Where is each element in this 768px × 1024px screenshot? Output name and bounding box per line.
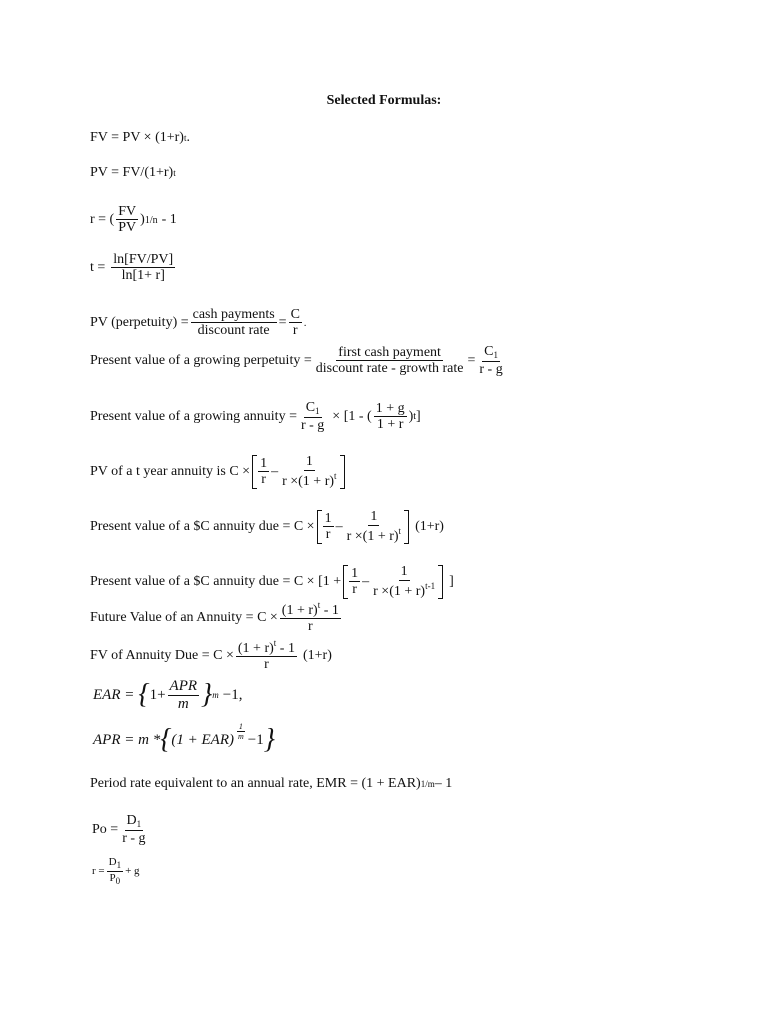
equals: =	[278, 315, 287, 331]
formula-fv-annuity-due	[90, 639, 332, 673]
formula-text: Po =	[92, 821, 119, 837]
exponent: t	[413, 411, 417, 423]
formula-rate	[90, 204, 177, 236]
fraction: first cash payment discount rate - growth rate	[315, 344, 464, 377]
formula-required-return	[92, 856, 140, 886]
brace-open: {	[160, 724, 172, 755]
fraction: 1 + g 1 + r	[375, 400, 405, 433]
formula-text: APR = m *	[93, 731, 161, 748]
formula-text: r = (	[90, 212, 115, 228]
formula-text: PV = FV/(1+r)	[90, 165, 174, 180]
formula-t-year-annuity	[90, 455, 347, 489]
formula-end: + g	[125, 865, 140, 878]
brace-open: {	[138, 679, 150, 711]
formula-text: Present value of a growing annuity =	[90, 408, 297, 424]
formula-pv	[90, 165, 176, 181]
bracket-group: 1 r – 1 $r \times(1 + r)^t$	[252, 455, 344, 489]
brace-close: }	[263, 724, 275, 755]
exponent: t	[173, 168, 176, 178]
fraction: $\frac{D_1}{r - g}$	[122, 813, 146, 846]
fraction-exponent: 1 m	[238, 721, 244, 742]
brace-close: }	[201, 679, 213, 711]
fraction: $\frac{C_1}{r - g}$	[479, 344, 503, 377]
formula-end: (1+r)	[415, 519, 444, 534]
formula-end: – 1	[434, 776, 453, 791]
formula-text: FV of Annuity Due = C ×	[90, 648, 234, 664]
fraction: FV PV	[118, 204, 137, 236]
formula-annuity-due-alt	[90, 565, 454, 599]
formula-text: EAR =	[93, 686, 135, 703]
formula-end: - 1	[161, 212, 177, 228]
formula-text: PV (perpetuity) =	[90, 315, 189, 331]
formula-end: (1+r)	[302, 648, 332, 664]
fraction: $\frac{(1 + r)^t - 1}{r}$	[237, 638, 295, 673]
formula-text: Present value of a $C annuity due = C × [1 +	[90, 574, 342, 589]
fraction: $\frac{C}{r}$	[290, 307, 300, 339]
paren-close: )	[140, 212, 145, 228]
formula-inner: (1 + EAR)	[171, 731, 235, 748]
formula-end: ]	[416, 408, 421, 424]
formula-end: −1,	[222, 686, 243, 703]
formula-fv	[90, 130, 190, 146]
formula-text: t =	[90, 260, 106, 276]
formula-emr	[90, 776, 452, 792]
formula-apr	[93, 721, 275, 755]
formula-end: .	[186, 130, 190, 145]
formula-end: ]	[449, 574, 454, 589]
formula-text: PV of a t year annuity is C ×	[90, 464, 251, 479]
paren-close: )	[408, 408, 414, 424]
formula-text: Present value of a growing perpetuity =	[90, 352, 312, 368]
formula-text: Future Value of an Annuity = C ×	[90, 610, 278, 626]
fraction: cash payments discount rate	[192, 307, 275, 339]
formula-po	[92, 813, 150, 847]
formula-perpetuity	[90, 307, 306, 339]
formula-text: Period rate equivalent to an annual rate, EMR = (1 + EAR)	[90, 776, 421, 791]
exponent: 1/n	[144, 214, 158, 226]
formula-time	[90, 252, 177, 284]
bracket-group: 1 r – 1 $r \times(1 + r)^{t-1}$	[343, 565, 443, 599]
fraction: ln[FV/PV] ln[1+ r]	[113, 252, 174, 284]
fraction: $\frac{C_1}{r - g}$	[300, 400, 325, 433]
formula-text: FV = PV × (1+r)	[90, 130, 184, 145]
formula-one: 1+	[149, 686, 166, 703]
fraction: $\frac{(1 + r)^t - 1}{r}$	[281, 600, 339, 635]
page-title: Selected Formulas:	[326, 93, 442, 108]
formula-ear	[93, 678, 242, 713]
formula-fv-annuity	[90, 601, 343, 635]
formula-growing-perpetuity	[90, 344, 507, 378]
formula-middle: −1	[247, 731, 264, 748]
fraction: $\frac{D_1}{P_0}$	[108, 856, 122, 886]
formula-text: r =	[92, 865, 105, 878]
fraction: APR m	[169, 678, 198, 712]
formula-middle: × [1 - (	[332, 408, 372, 424]
bracket-group: 1 r – 1 $r \times(1 + r)^t$	[317, 510, 409, 544]
formula-end: .	[303, 317, 307, 329]
exponent: 1/m	[420, 779, 435, 789]
formula-growing-annuity	[90, 400, 421, 434]
formula-text: Present value of a $C annuity due = C ×	[90, 519, 315, 534]
exponent: m	[212, 690, 219, 701]
exponent: t	[183, 133, 187, 143]
formula-annuity-due	[90, 510, 444, 544]
equals: =	[467, 352, 476, 368]
